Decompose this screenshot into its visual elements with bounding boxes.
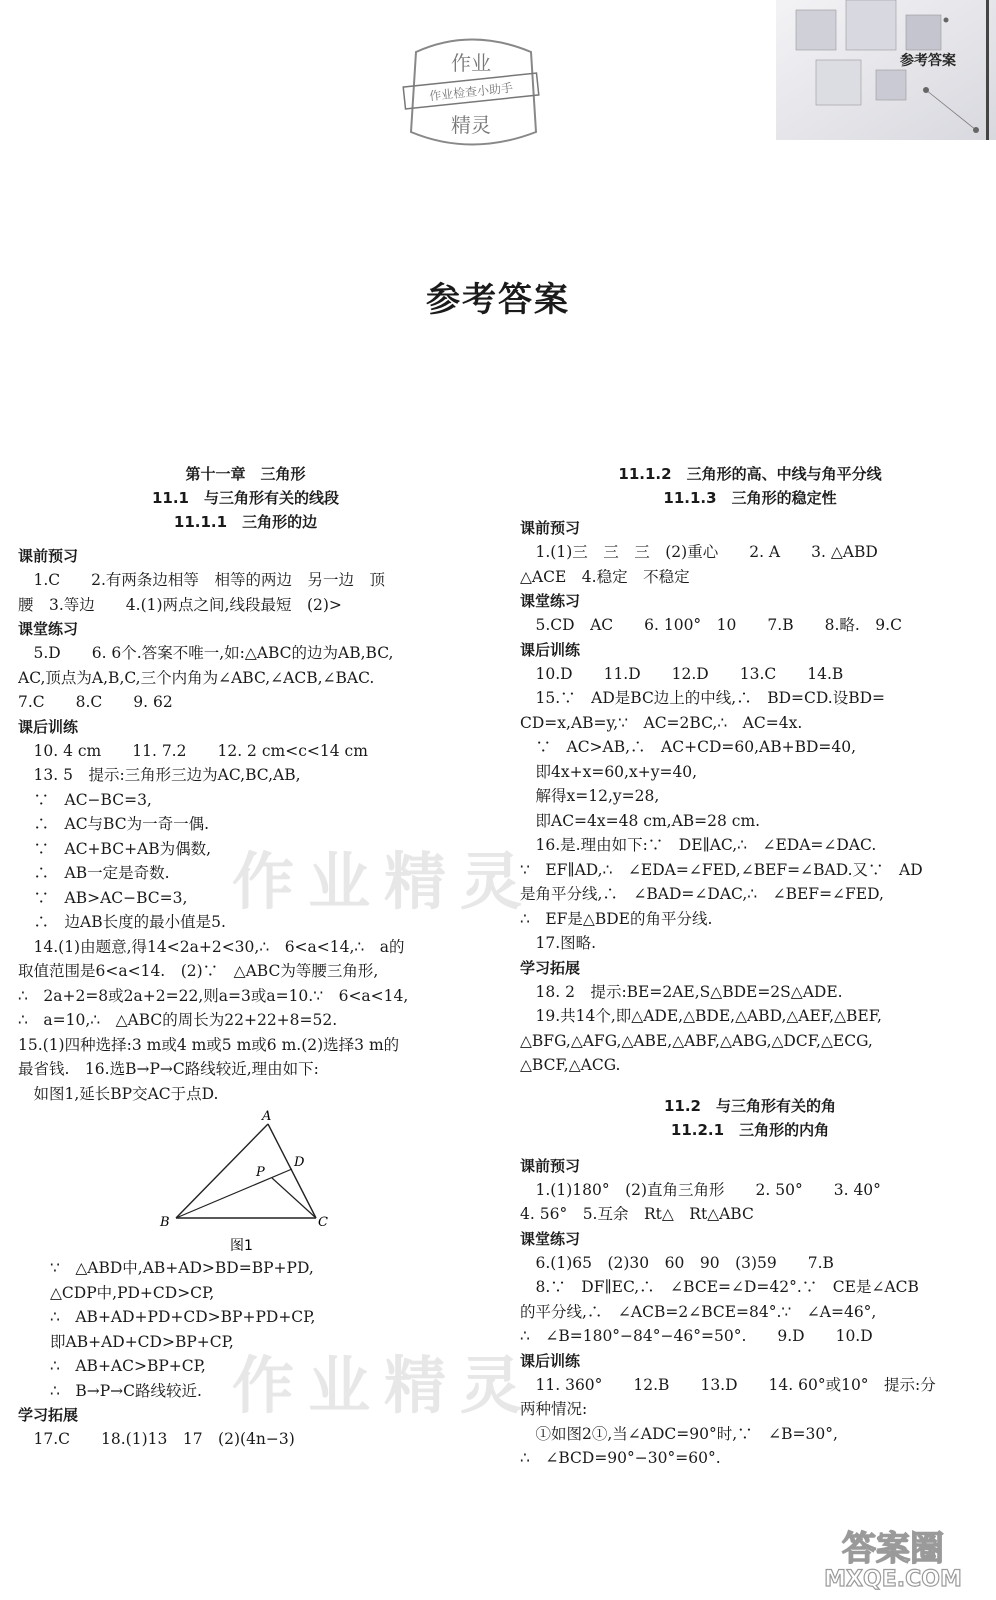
block-label: 课堂练习: [18, 620, 79, 638]
logo-text: 答案圈: [842, 1529, 944, 1569]
watermark-text: 作业精灵: [232, 1349, 537, 1422]
answer-line: 最省钱. 16.选B→P→C路线较近,理由如下:: [18, 1060, 319, 1078]
block-label: 学习拓展: [520, 958, 581, 977]
label-p: P: [256, 1165, 265, 1180]
section-heading: 11.1.3 三角形的稳定性: [663, 489, 837, 507]
section-heading: 11.1.2 三角形的高、中线与角平分线: [618, 465, 882, 483]
answer-line: 10.D 11.D 12.D 13.C 14.B: [520, 664, 844, 683]
answer-line: 即AB+AD+CD>BP+CP,: [50, 1332, 234, 1351]
answer-line: ∴ AC与BC为一奇一偶.: [18, 815, 210, 833]
right-column: [520, 462, 980, 1471]
block-label: 课堂练习: [520, 1229, 581, 1248]
label-a: A: [262, 1109, 272, 1124]
answer-line: 15.∵ AD是BC边上的中线,∴ BD=CD.设BD=: [520, 689, 886, 707]
answer-line: 13. 5 提示:三角形三边为AC,BC,AB,: [18, 766, 301, 784]
figure-caption: 图1: [230, 1238, 253, 1254]
answer-line: 8.∵ DF∥EC,∴ ∠BCE=∠D=42°.∵ CE是∠ACB: [520, 1278, 919, 1296]
answer-line: 19.共14个,即△ADE,△BDE,△ABD,△AEF,△BEF,: [520, 1007, 882, 1025]
answer-line: 17.C 18.(1)13 17 (2)(4n−3): [18, 1430, 295, 1448]
watermark-text: 作业精灵: [232, 845, 537, 918]
label-d: D: [294, 1155, 305, 1170]
page-title: 参考答案: [426, 280, 570, 320]
answer-line: 15.(1)四种选择:3 m或4 m或5 m或6 m.(2)选择3 m的: [18, 1035, 400, 1054]
answer-line: ∴ 2a+2=8或2a+2=22,则a=3或a=10.∵ 6<a<14,: [18, 986, 409, 1005]
block-label: 学习拓展: [18, 1406, 79, 1424]
answer-line: 10. 4 cm 11. 7.2 12. 2 cm<c<14 cm: [18, 741, 368, 760]
label-b: B: [160, 1215, 170, 1230]
answer-line: △BCF,△ACG.: [520, 1056, 621, 1074]
svg-text:作业: 作业: [451, 51, 491, 75]
answer-line: ∴ ∠B=180°−84°−46°=50°. 9.D 10.D: [520, 1327, 873, 1345]
subsection-heading: 11.1.1 三角形的边: [173, 513, 318, 531]
answer-line: ∵ AC>AB,∴ AC+CD=60,AB+BD=40,: [520, 738, 857, 756]
chapter-heading: 第十一章 三角形: [185, 465, 306, 483]
answer-line: ∴ AB+AC>BP+CP,: [50, 1357, 206, 1375]
answer-line: ∵ AC−BC=3,: [18, 790, 152, 809]
answer-line: △BFG,△AFG,△ABE,△ABF,△ABG,△DCF,△ECG,: [520, 1031, 873, 1050]
section-heading: 11.1 与三角形有关的线段: [151, 489, 339, 507]
block-label: 课堂练习: [520, 592, 581, 610]
answer-line: △ACE 4.稳定 不稳定: [520, 567, 690, 586]
answer-line: 14.(1)由题意,得14<2a+2<30,∴ 6<a<14,∴ a的: [18, 937, 405, 956]
svg-text:精灵: 精灵: [451, 113, 491, 137]
triangle-figure: [18, 1106, 473, 1256]
answer-line: 17.图略.: [520, 934, 597, 952]
block-label: 课前预习: [520, 1156, 581, 1175]
answer-line: 18. 2 提示:BE=2AE,S△BDE=2S△ADE.: [520, 982, 843, 1001]
logo-url: MXQE.COM: [824, 1567, 962, 1592]
answer-line: 即AC=4x=48 cm,AB=28 cm.: [520, 811, 761, 830]
answer-line: 1.(1)180° (2)直角三角形 2. 50° 3. 40°: [520, 1180, 881, 1199]
answer-line: 16.是.理由如下:∵ DE∥AC,∴ ∠EDA=∠DAC.: [520, 836, 877, 854]
answer-line: 解得x=12,y=28,: [520, 787, 660, 805]
watermark-stamp: [396, 32, 546, 152]
answer-line: 1.(1)三 三 三 (2)重心 2. A 3. △ABD: [520, 543, 878, 561]
answer-line: 4. 56° 5.互余 Rt△ Rt△ABC: [520, 1205, 754, 1223]
svg-text:作业检查小助手: 作业检查小助手: [428, 80, 514, 104]
answer-line: ∴ AB一定是奇数.: [18, 864, 170, 882]
left-column: [18, 462, 473, 1452]
answer-line: 5.CD AC 6. 100° 10 7.B 8.略. 9.C: [520, 616, 902, 634]
answer-line: 腰 3.等边 4.(1)两点之间,线段最短 (2)>: [18, 595, 342, 614]
answer-line: 是角平分线,∴ ∠BAD=∠DAC,∴ ∠BEF=∠FED,: [520, 885, 884, 903]
block-label: 课后训练: [520, 640, 581, 659]
answer-line: ∵ EF∥AD,∴ ∠EDA=∠FED,∠BEF=∠BAD.又∵ AD: [520, 860, 923, 879]
header-corner-decoration: [776, 0, 996, 140]
answer-line: 6.(1)65 (2)30 60 90 (3)59 7.B: [520, 1253, 834, 1272]
answer-line: 两种情况:: [520, 1400, 588, 1418]
answer-line: ①如图2①,当∠ADC=90°时,∵ ∠B=30°,: [520, 1424, 838, 1443]
answer-line: 如图1,延长BP交AC于点D.: [18, 1084, 219, 1103]
answer-line: ∴ 边AB长度的最小值是5.: [18, 913, 226, 931]
block-label: 课后训练: [18, 717, 79, 736]
answer-line: ∵ AC+BC+AB为偶数,: [18, 839, 212, 858]
section-heading: 11.2 与三角形有关的角: [663, 1096, 836, 1115]
answer-line: AC,顶点为A,B,C,三个内角为∠ABC,∠ACB,∠BAC.: [18, 668, 375, 687]
block-label: 课前预习: [18, 547, 79, 565]
block-label: 课前预习: [520, 519, 581, 537]
answer-line: ∵ AB>AC−BC=3,: [18, 888, 188, 907]
label-c: C: [318, 1215, 328, 1230]
answer-line: △CDP中,PD+CD>CP,: [50, 1283, 215, 1302]
answer-line: ∴ AB+AD+PD+CD>BP+PD+CP,: [50, 1308, 316, 1326]
site-logo: [798, 1522, 988, 1592]
answer-line: ∴ EF是△BDE的角平分线.: [520, 909, 713, 928]
answer-line: 5.D 6. 6个.答案不唯一,如:△ABC的边为AB,BC,: [18, 644, 394, 662]
answer-line: 取值范围是6<a<14. (2)∵ △ABC为等腰三角形,: [18, 962, 379, 980]
figure-1: [18, 1106, 473, 1256]
answer-line: 的平分线,∴ ∠ACB=2∠BCE=84°.∵ ∠A=46°,: [520, 1302, 877, 1321]
answer-line: 7.C 8.C 9. 62: [18, 693, 173, 711]
answer-line: ∴ B→P→C路线较近.: [50, 1381, 202, 1400]
answer-line: ∴ a=10,∴ △ABC的周长为22+22+8=52.: [18, 1011, 338, 1029]
block-label: 课后训练: [520, 1351, 581, 1370]
answer-line: CD=x,AB=y,∵ AC=2BC,∴ AC=4x.: [520, 713, 803, 732]
answer-line: 1.C 2.有两条边相等 相等的两边 另一边 顶: [18, 571, 385, 589]
answer-line: 11. 360° 12.B 13.D 14. 60°或10° 提示:分: [520, 1375, 936, 1394]
answer-line: 即4x+x=60,x+y=40,: [520, 762, 698, 781]
subsection-heading: 11.2.1 三角形的内角: [670, 1120, 830, 1139]
answer-line: ∴ ∠BCD=90°−30°=60°.: [520, 1449, 721, 1467]
answer-line: ∵ △ABD中,AB+AD>BD=BP+PD,: [50, 1259, 314, 1277]
header-section-label: 参考答案: [900, 53, 956, 69]
